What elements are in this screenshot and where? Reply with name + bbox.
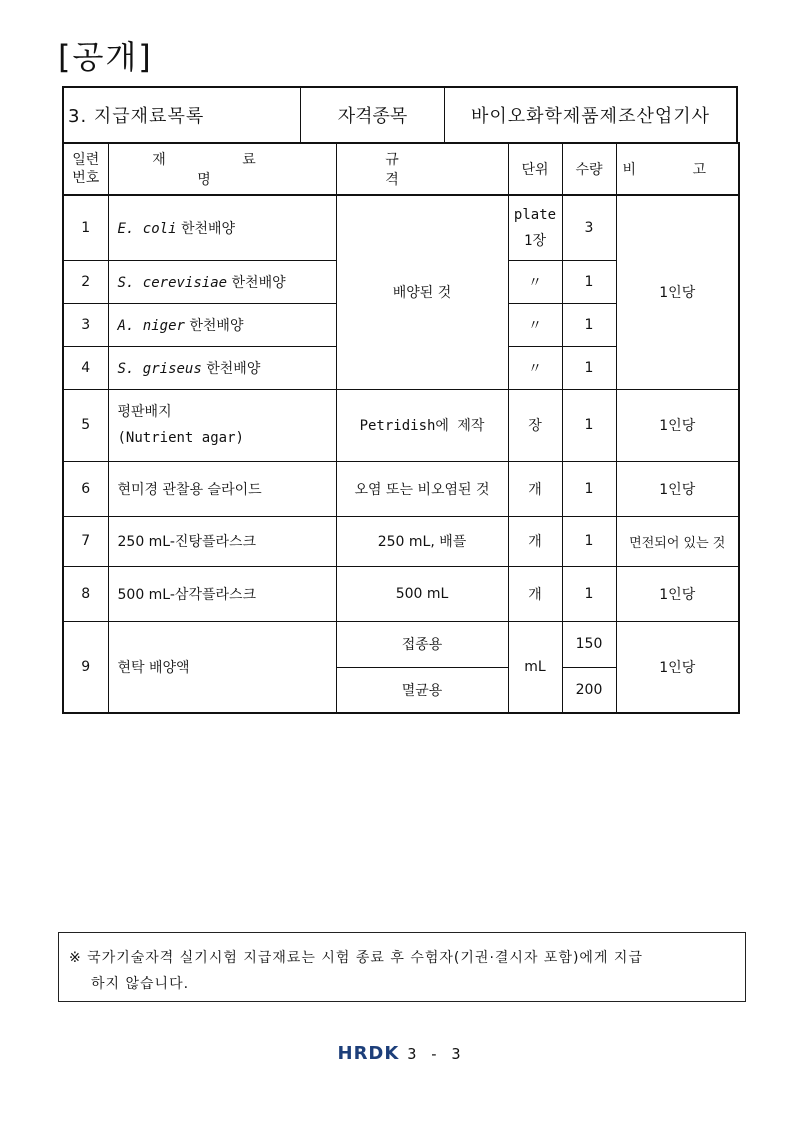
- col-header-unit: 단위: [508, 143, 562, 195]
- table-row: [63, 389, 739, 461]
- organism-name: A. niger: [117, 317, 185, 334]
- row-unit: 장: [508, 389, 562, 461]
- row-name: [108, 260, 336, 303]
- col-header-no: 일련 번호: [63, 143, 108, 195]
- col-header-qty: 수량: [562, 143, 616, 195]
- section-title: 3. 지급재료목록: [64, 88, 301, 142]
- row-note: 1인당: [616, 195, 739, 389]
- table-header-row: [63, 143, 739, 195]
- row-qty: 1: [562, 461, 616, 516]
- row-no: 2: [63, 260, 108, 303]
- row-unit: 개: [508, 461, 562, 516]
- row-name: [108, 346, 336, 389]
- col-header-name-text: 재 료 명: [152, 152, 292, 188]
- culture-type: 한천배양: [201, 360, 261, 377]
- row-spec: 오염 또는 비오염된 것: [336, 461, 508, 516]
- row-unit: 〃: [508, 346, 562, 389]
- table-row: [63, 461, 739, 516]
- culture-type: 한천배양: [227, 274, 286, 291]
- col-header-spec-text: 규 격: [385, 152, 459, 188]
- row-note: 1인당: [616, 621, 739, 713]
- row-no: 1: [63, 195, 108, 260]
- hrdk-logo: HRDK: [337, 1043, 400, 1064]
- row-unit: 〃: [508, 260, 562, 303]
- row-qty: 3: [562, 195, 616, 260]
- row-spec: 250 mL, 배플: [336, 516, 508, 566]
- qualification-value: 바이오화학제품제조산업기사: [470, 106, 711, 127]
- materials-table: [62, 142, 740, 714]
- row-no: 3: [63, 303, 108, 346]
- row-qty: 1: [562, 346, 616, 389]
- col-header-spec: [336, 143, 508, 195]
- row-name: [108, 195, 336, 260]
- row-spec: Petridish에 제작: [336, 389, 508, 461]
- notice-box: [58, 932, 746, 1002]
- header-bar: [62, 86, 738, 142]
- organism-name: S. cerevisiae: [117, 274, 228, 291]
- row-note: 1인당: [616, 389, 739, 461]
- row-spec-sterilization: 멸균용: [336, 667, 508, 713]
- row-qty-sterilization: 200: [562, 667, 616, 713]
- table-row: [63, 195, 739, 260]
- table-row: [63, 621, 739, 667]
- row-name: 250 mL-진탕플라스크: [108, 516, 336, 566]
- row-note: 1인당: [616, 461, 739, 516]
- row-name: 현미경 관찰용 슬라이드: [108, 461, 336, 516]
- row-unit: 〃: [508, 303, 562, 346]
- row-name: 현탁 배양액: [108, 621, 336, 713]
- row-note: 면전되어 있는 것: [616, 516, 739, 566]
- row-no: 9: [63, 621, 108, 713]
- row-qty: 1: [562, 260, 616, 303]
- row-name: [108, 303, 336, 346]
- page-number: 3 - 3: [407, 1044, 463, 1063]
- row-spec-inoculation: 접종용: [336, 621, 508, 667]
- table-row: [63, 566, 739, 621]
- row-qty: 1: [562, 389, 616, 461]
- row-no: 4: [63, 346, 108, 389]
- page-footer: [0, 1043, 800, 1064]
- row-name: 평판배지 (Nutrient agar): [108, 389, 336, 461]
- organism-name: E. coli: [117, 220, 177, 237]
- row-unit: mL: [508, 621, 562, 713]
- culture-type: 한천배양: [184, 317, 244, 334]
- notice-line-2: 하지 않습니다.: [91, 976, 190, 992]
- row-no: 5: [63, 389, 108, 461]
- col-header-name: [108, 143, 336, 195]
- row-qty: 1: [562, 516, 616, 566]
- notice-line-1: ※ 국가기술자격 실기시험 지급재료는 시험 종료 후 수험자(기권·결시자 포함)에게 지급: [69, 950, 643, 966]
- row-unit: 개: [508, 516, 562, 566]
- row-note: 1인당: [616, 566, 739, 621]
- disclosure-label: [공개]: [58, 38, 153, 76]
- row-no: 7: [63, 516, 108, 566]
- organism-name: S. griseus: [117, 360, 202, 377]
- row-name: 500 mL-삼각플라스크: [108, 566, 336, 621]
- culture-type: 한천배양: [176, 220, 236, 237]
- row-qty: 1: [562, 566, 616, 621]
- row-spec: 500 mL: [336, 566, 508, 621]
- table-row: [63, 516, 739, 566]
- qualification-label: 자격종목: [301, 88, 445, 142]
- row-no: 6: [63, 461, 108, 516]
- row-spec: 배양된 것: [336, 195, 508, 389]
- row-qty: 1: [562, 303, 616, 346]
- row-unit: 개: [508, 566, 562, 621]
- row-unit: plate 1장: [508, 195, 562, 260]
- row-no: 8: [63, 566, 108, 621]
- row-qty-inoculation: 150: [562, 621, 616, 667]
- col-header-note-text: 비 고: [622, 162, 732, 178]
- col-header-note: [616, 143, 739, 195]
